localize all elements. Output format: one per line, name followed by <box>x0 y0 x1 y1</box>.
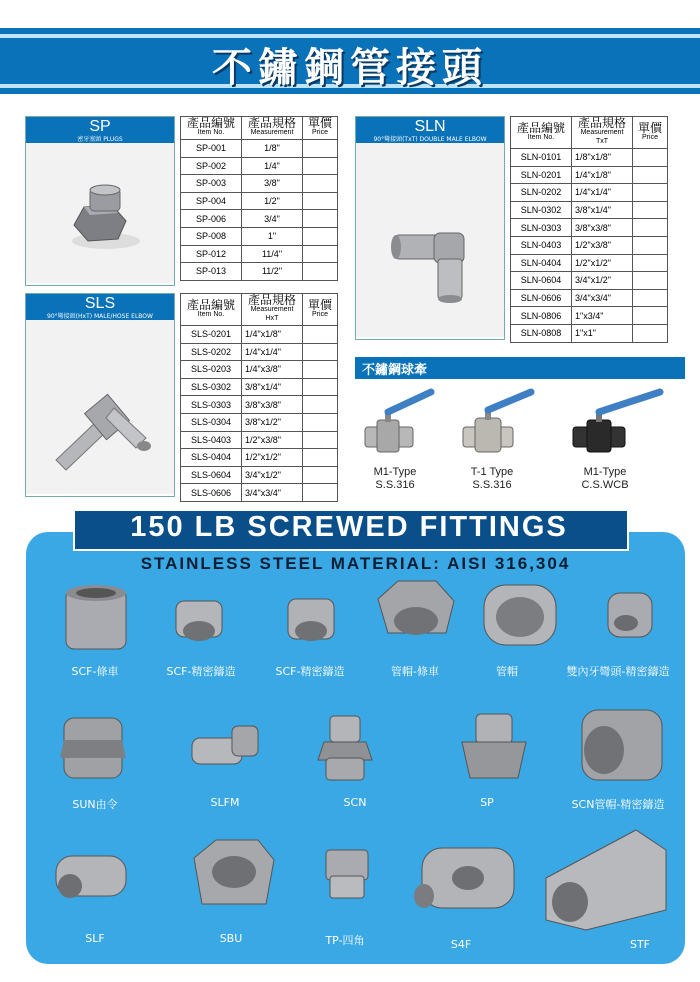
table-row: SLS-0203 1/4"x3/8" <box>181 361 338 379</box>
sls-code: SLS <box>84 295 116 312</box>
fitting-slfm-elbow <box>192 726 258 764</box>
fitting-label: SLFM <box>210 796 240 809</box>
fitting-label: 管帽-條車 <box>391 665 439 678</box>
sls-table <box>180 293 338 502</box>
table-row: SP-001 1/8" <box>181 140 338 158</box>
valve-section-title: 不鏽鋼球牽 <box>362 363 428 378</box>
table-row: SLN-0404 1/2"x1/2" <box>511 254 668 272</box>
table-row: SLS-0302 3/8"x1/4" <box>181 378 338 396</box>
fitting-elbow-cast <box>608 593 652 637</box>
table-row: SLS-0202 1/4"x1/4" <box>181 343 338 361</box>
fitting-label: SCF-精密鑄造 <box>275 665 345 678</box>
col-price: 單價 Price <box>303 294 338 326</box>
col-item: 產品編號 Item No. <box>511 117 572 149</box>
table-row: SLN-0606 3/4"x3/4" <box>511 289 668 307</box>
fitting-scn-nipple <box>318 716 372 780</box>
fittings-subtitle: STAINLESS STEEL MATERIAL: AISI 316,304 <box>140 554 571 573</box>
table-row: SP-002 1/4" <box>181 157 338 175</box>
fitting-label: STF <box>629 938 651 951</box>
fitting-sun-union <box>60 718 126 778</box>
sls-elbow-photo <box>26 320 174 494</box>
fittings-title: 150 LB SCREWED FITTINGS <box>130 511 568 543</box>
table-row: SLS-0403 1/2"x3/8" <box>181 431 338 449</box>
col-measurement: 產品規格 Measurement <box>242 117 303 140</box>
col-item: 產品編號 Item No. <box>181 294 242 326</box>
fitting-label: S4F <box>450 938 472 951</box>
fitting-label: 管帽 <box>496 665 518 678</box>
table-row: SLN-0302 3/8"x1/4" <box>511 201 668 219</box>
ball-valve-photos <box>355 382 685 462</box>
valve-t1-ss316 <box>463 392 531 452</box>
fitting-slf-elbow <box>56 856 126 898</box>
sp-panel <box>25 116 175 286</box>
fitting-label: SBU <box>219 932 243 945</box>
table-row: SLS-0404 1/2"x1/2" <box>181 449 338 467</box>
sln-table <box>510 116 668 343</box>
sp-plug-photo <box>26 143 174 283</box>
sln-elbow-photo <box>356 143 504 337</box>
fitting-label: TP-四角 <box>325 934 365 947</box>
fittings-row2-photos <box>26 700 685 795</box>
page-title: 不鏽鋼管接頭 <box>212 44 488 91</box>
table-row: SLS-0604 3/4"x1/2" <box>181 466 338 484</box>
fitting-stf-tee <box>546 830 666 930</box>
table-row: SLN-0808 1"x1" <box>511 324 668 342</box>
table-row: SP-012 11/4" <box>181 245 338 263</box>
fitting-sbu-bushing <box>194 840 274 904</box>
col-item: 產品編號 Item No. <box>181 117 242 140</box>
fitting-label: SLF <box>85 932 105 945</box>
fitting-scf-bar <box>66 585 126 649</box>
fitting-cap <box>484 585 556 645</box>
col-price: 單價 Price <box>633 117 668 149</box>
fittings-row1-photos <box>26 575 685 665</box>
col-price: 單價 Price <box>303 117 338 140</box>
table-row: SP-006 3/4" <box>181 210 338 228</box>
fitting-label: SCN管帽-精密鑄造 <box>571 798 665 811</box>
table-row: SP-013 11/2" <box>181 263 338 281</box>
valve-m1-ss316 <box>365 392 431 452</box>
sln-panel-header <box>356 117 504 143</box>
valve-label-3: M1-Type C.S.WCB <box>581 466 629 491</box>
fitting-label: SCF-精密鑄造 <box>166 665 236 678</box>
table-row: SP-008 1" <box>181 227 338 245</box>
table-row: SP-004 1/2" <box>181 192 338 210</box>
fitting-label: 雙內牙彎頭-精密鑄造 <box>566 665 670 678</box>
fitting-scf-cast1 <box>176 601 222 641</box>
fitting-label: SUN由令 <box>72 798 118 811</box>
fitting-scf-cast2 <box>288 599 334 641</box>
sls-panel-header <box>26 294 174 320</box>
table-row: SLN-0403 1/2"x3/8" <box>511 236 668 254</box>
table-row: SLS-0303 3/8"x3/8" <box>181 396 338 414</box>
table-row: SLS-0304 3/8"x1/2" <box>181 413 338 431</box>
fitting-sp-plug <box>462 714 526 778</box>
col-measurement: 產品規格 Measurement TxT <box>572 117 633 149</box>
sln-subtitle: 90°彎接頭(TxT) DOUBLE MALE ELBOW <box>373 136 487 143</box>
table-row: SLN-0202 1/4"x1/4" <box>511 184 668 202</box>
sp-panel-header <box>26 117 174 143</box>
sls-panel <box>25 293 175 497</box>
table-row: SLN-0101 1/8"x1/8" <box>511 149 668 167</box>
sp-table <box>180 116 338 281</box>
table-row: SLN-0201 1/4"x1/8" <box>511 166 668 184</box>
fitting-s4f-cross <box>414 848 514 908</box>
valve-label-1: M1-Type S.S.316 <box>373 466 417 491</box>
fittings-row3-photos <box>26 820 685 940</box>
table-row: SLN-0604 3/4"x1/2" <box>511 272 668 290</box>
fitting-label: SCN <box>343 796 367 809</box>
sls-subtitle: 90°彎接頭(HxT) MALE/HOSE ELBOW <box>47 313 153 320</box>
table-row: SLS-0606 3/4"x3/4" <box>181 484 338 502</box>
fitting-scn-cap-cast <box>582 710 662 780</box>
sln-panel <box>355 116 505 340</box>
sln-code: SLN <box>414 118 446 135</box>
fitting-cap-bar <box>378 581 454 635</box>
sp-subtitle: 密牙塞頭 PLUGS <box>77 136 123 143</box>
sp-code: SP <box>89 118 111 135</box>
fitting-tp-square <box>326 850 368 898</box>
table-row: SLN-0806 1"x3/4" <box>511 307 668 325</box>
valve-label-2: T-1 Type S.S.316 <box>470 466 514 491</box>
col-measurement: 產品規格 Measurement HxT <box>242 294 303 326</box>
table-row: SLS-0201 1/4"x1/8" <box>181 326 338 344</box>
fitting-label: SP <box>480 796 494 809</box>
fitting-label: SCF-條車 <box>71 665 119 678</box>
table-row: SLN-0303 3/8"x3/8" <box>511 219 668 237</box>
table-row: SP-003 3/8" <box>181 175 338 193</box>
valve-m1-cswcb <box>573 392 660 452</box>
